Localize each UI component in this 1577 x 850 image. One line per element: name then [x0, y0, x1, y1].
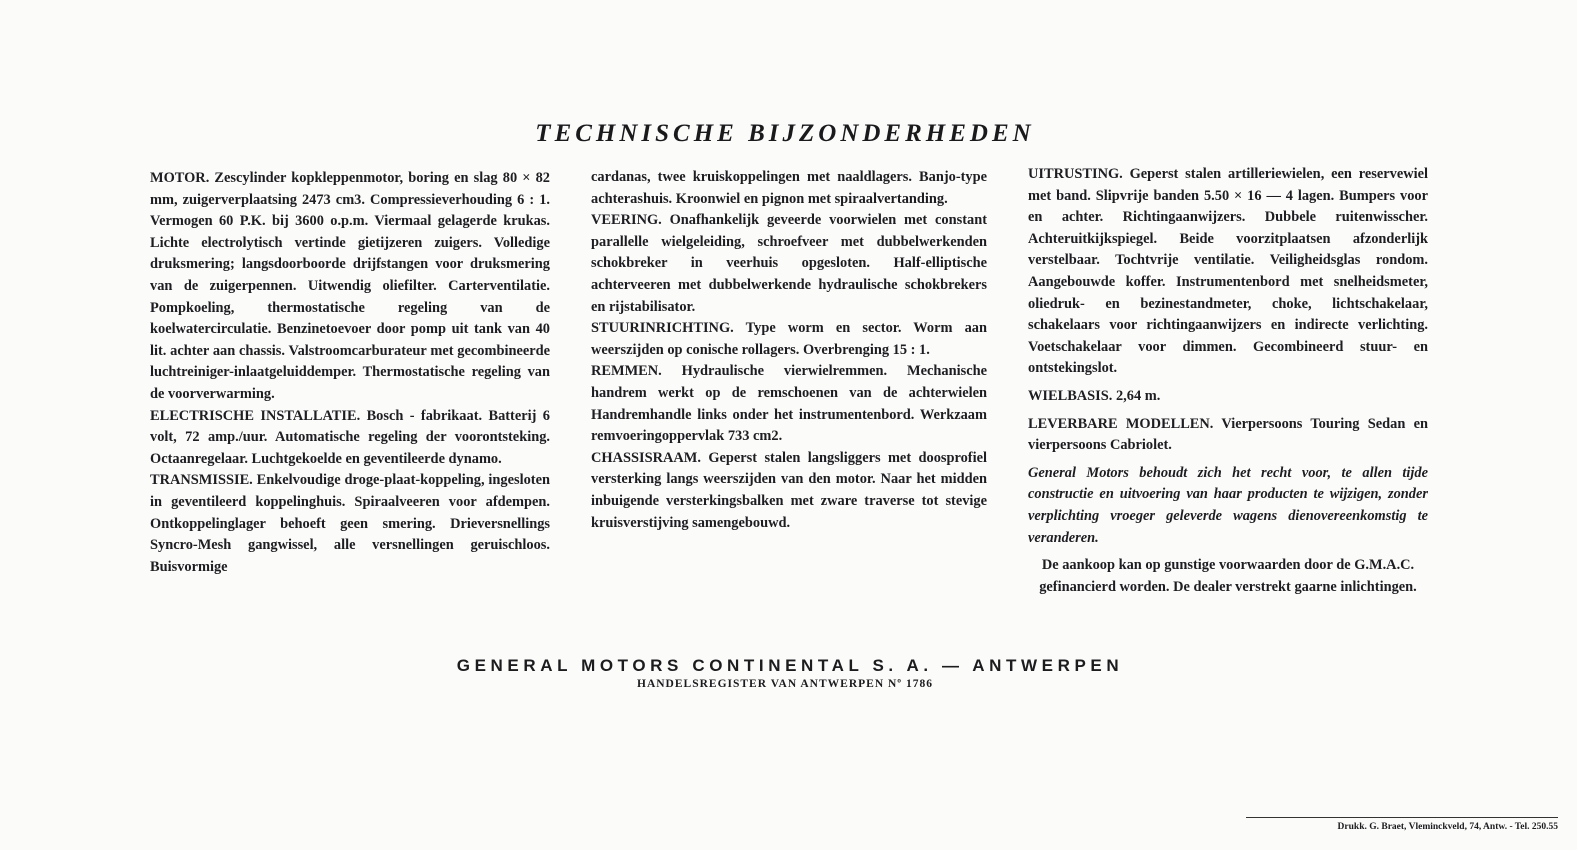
driveshaft-paragraph: cardanas, twee kruiskoppelingen met naaldlagers. Banjo-type achterashuis. Kroonwiel en pignon met spiraalvertanding.	[591, 169, 987, 207]
printer-imprint: Drukk. G. Braet, Vleminckveld, 74, Antw. - Tel. 250.55	[1246, 817, 1558, 832]
wheelbase-paragraph: WIELBASIS. 2,64 m.	[1028, 387, 1161, 404]
motor-paragraph: MOTOR. Zescylinder kopkleppenmotor, boring en slag 80 × 82 mm, zuigerverplaatsing 2473 cm3. Compressieverhouding 6 : 1. Vermogen 60 P.K. bij 3600 o.p.m. Viermaal gelagerde krukas. Lichte electrolytisch vertinde gietijzeren zuigers. Volledige druksmering; langsdoorboorde drijfstangen voor druksmering van de zuigerpennen. Uitwendig oliefilter. Carterventilatie. Pompkoeling, thermostatische regeling van de koelwatercirculatie. Benzinetoevoer door pomp uit tank van 40 lit. achter aan chassis. Valstroomcarburateur met gecombineerde luchtreiniger-inlaatgeluiddemper. Thermostatische regeling van de voorverwarming.	[150, 170, 550, 402]
models-paragraph: LEVERBARE MODELLEN. Vierpersoons Touring Sedan en vierpersoons Cabriolet.	[1028, 415, 1428, 454]
spec-column-1	[150, 168, 550, 578]
electrical-paragraph: ELECTRISCHE INSTALLATIE. Bosch - fabrikaat. Batterij 6 volt, 72 amp./uur. Automatische regeling der voorontsteking. Octaanregelaar. Luchtgekoelde en geventileerde dynamo.	[150, 407, 550, 467]
spec-column-2	[591, 167, 987, 534]
page-title: TECHNISCHE BIJZONDERHEDEN	[535, 120, 1035, 147]
equipment-paragraph: UITRUSTING. Geperst stalen artilleriewielen, een reservewiel met band. Slipvrije banden 5.50 × 16 — 4 lagen. Bumpers voor en achter. Richtingaanwijzers. Dubbele ruitenwisscher. Achteruitkijkspiegel. Beide voorzitplaatsen afzonderlijk verstelbaar. Tochtvrije ventilatie. Veiligheidsglas rondom. Aangebouwde koffer. Instrumentenbord met snelheidsmeter, oliedruk- en bezinestandmeter, choke, lichtschakelaar, schakelaars voor richtingaanwijzers en indirecte verlichting. Voetschakelaar voor dimmen. Gecombineerd stuur- en ontstekingslot.	[1028, 166, 1428, 377]
spec-column-3	[1028, 164, 1428, 604]
trade-register: HANDELSREGISTER VAN ANTWERPEN Nº 1786	[637, 678, 933, 690]
suspension-paragraph: VEERING. Onafhankelijk geveerde voorwielen met constant parallelle wielgeleiding, schroefveer met dubbelwerkenden schokbreker in veerhuis opgesloten. Half-elliptische achterveeren met dubbelwerkende hydraulische schokbrekers en rijstabilisator.	[591, 212, 987, 315]
brakes-paragraph: REMMEN. Hydraulische vierwielremmen. Mechanische handrem werkt op de remschoenen van de achterwielen Handremhandle links onder het instrumentenbord. Werkzaam remvoeringoppervlak 733 cm2.	[591, 363, 987, 445]
financing-paragraph: De aankoop kan op gunstige voorwaarden door de G.M.A.C. gefinancierd worden. De dealer verstrekt gaarne inlichtingen.	[1039, 557, 1417, 595]
disclaimer-paragraph: General Motors behoudt zich het recht voor, te allen tijde constructie en uitvoering van haar producten te wijzigen, zonder verplichting vroeger geleverde wagens dienovereenkomstig te veranderen.	[1028, 464, 1428, 546]
company-name: GENERAL MOTORS CONTINENTAL S. A. — ANTWERPEN	[456, 656, 1124, 675]
chassis-paragraph: CHASSISRAAM. Geperst stalen langsliggers met doosprofiel versterking langs weerszijden van den motor. Naar het midden inbuigende versterkingsbalken met zware traverse tot stevige kruisverstijving samengebouwd.	[591, 449, 987, 531]
transmission-paragraph: TRANSMISSIE. Enkelvoudige droge-plaat-koppeling, ingesloten in geventileerd koppelinghuis. Spiraalveeren voor afdempen. Ontkoppelinglager behoeft geen smering. Drieversnellings Syncro-Mesh gangwissel, alle versnellingen geruischloos. Buisvormige	[150, 472, 550, 575]
steering-paragraph: STUURINRICHTING. Type worm en sector. Worm aan weerszijden op conische rollagers. Overbrenging 15 : 1.	[591, 320, 987, 358]
